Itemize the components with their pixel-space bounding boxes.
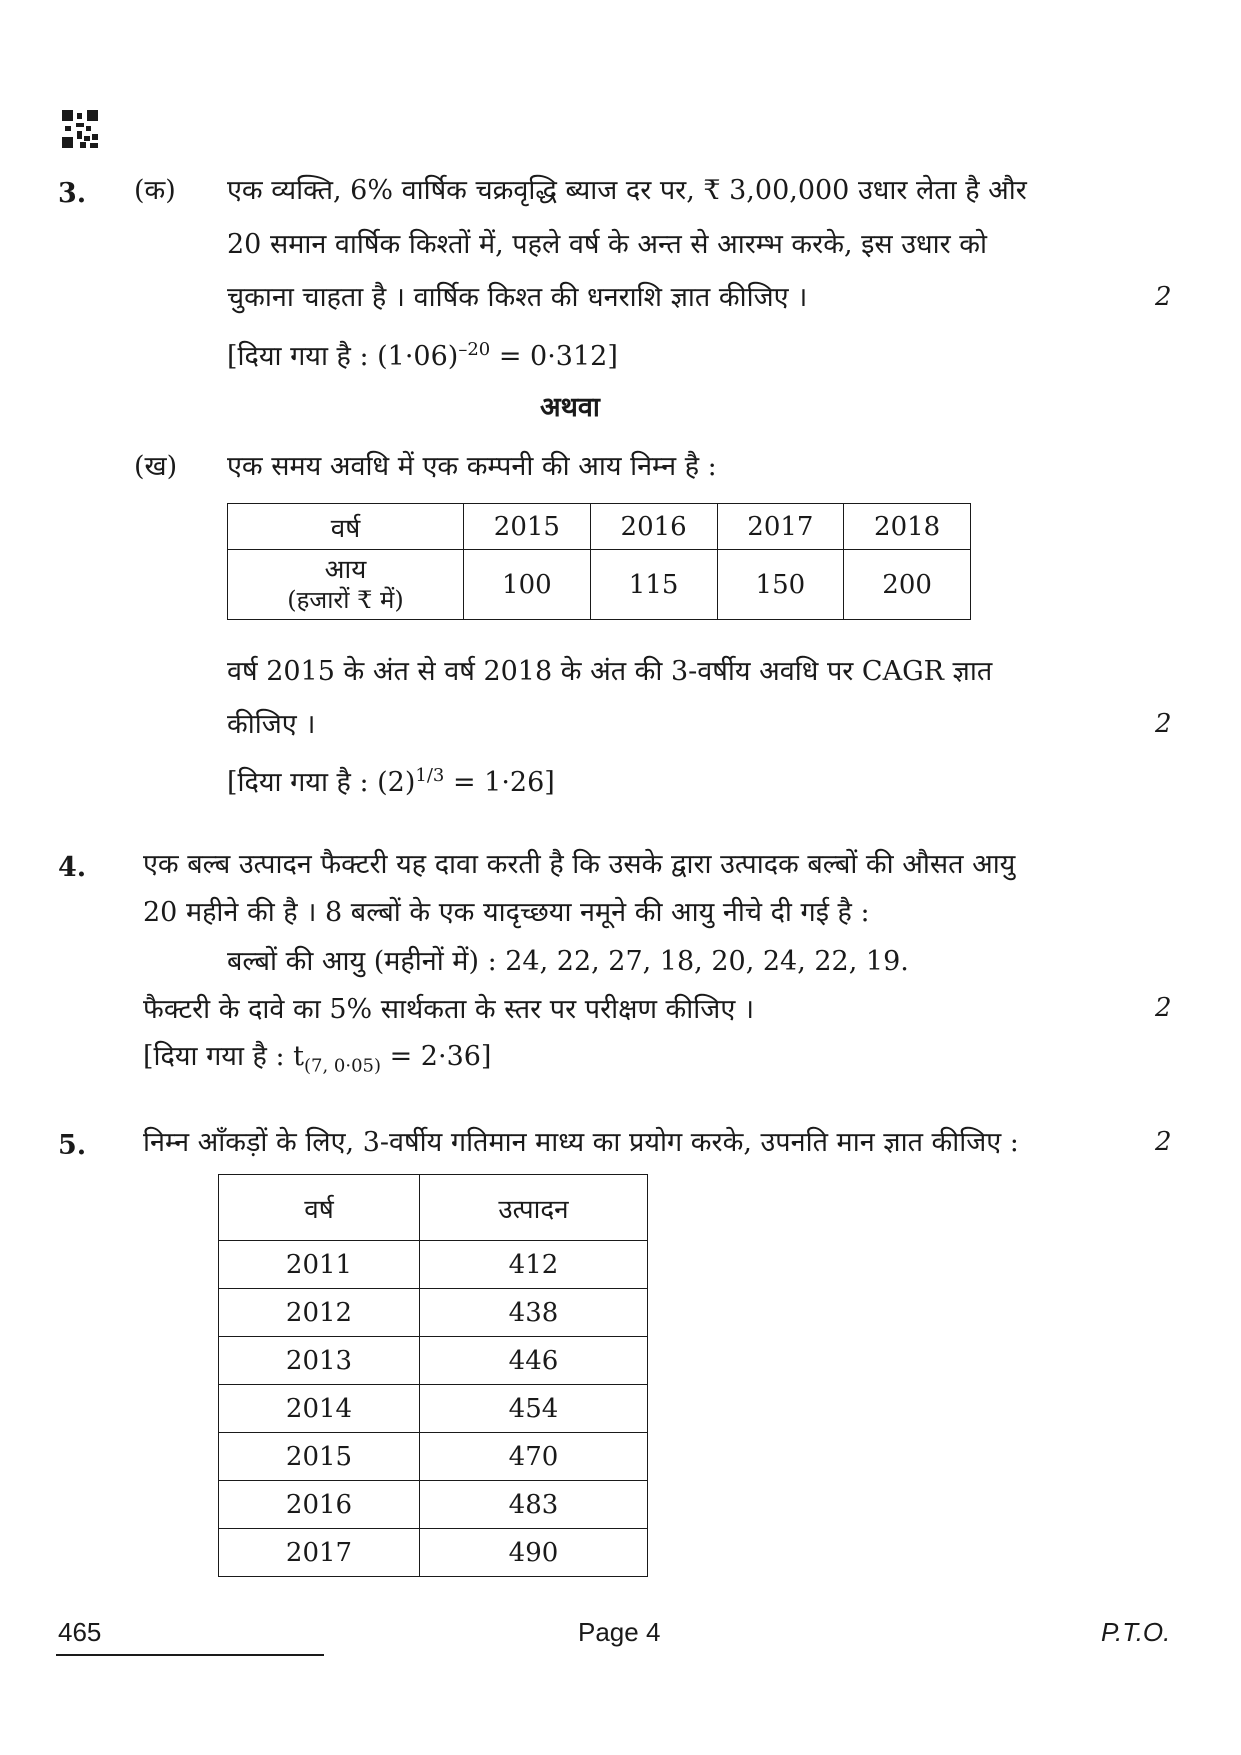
qr-code-icon (62, 110, 98, 148)
q5-text: निम्न आँकड़ों के लिए, 3-वर्षीय गतिमान माध्य का प्रयोग करके, उपनति मान ज्ञात कीजिए : (143, 1127, 1019, 1158)
part-a-label: (क) (134, 175, 176, 206)
q4-given: [दिया गया है : $t_{(7, 0\cdot 05)} = 2\cdot 36$] (143, 1041, 492, 1077)
production-year: 2015 (219, 1433, 420, 1481)
question-number-3: 3. (58, 178, 87, 209)
income-table (227, 503, 971, 620)
q5-marks: 2 (1155, 1127, 1172, 1157)
q3a-line-1: एक व्यक्ति, 6% वार्षिक चक्रवृद्धि ब्याज दर पर, ₹ 3,00,000 उधार लेता है और (227, 175, 1027, 206)
production-year: 2013 (219, 1337, 420, 1385)
q4-data-line: बल्बों की आयु (महीनों में) : 24, 22, 27, 18, 20, 24, 22, 19. (227, 946, 909, 977)
q3a-marks: 2 (1155, 282, 1172, 312)
q3b-line-2: कीजिए । (227, 709, 316, 740)
table-row (219, 1529, 648, 1577)
part-b-label: (ख) (134, 451, 178, 482)
or-label: अथवा (540, 392, 600, 423)
income-table-value: 150 (717, 550, 844, 620)
q3b-line-1: वर्ष 2015 के अंत से वर्ष 2018 के अंत की 3-वर्षीय अवधि पर CAGR ज्ञात (227, 656, 993, 687)
table-row (219, 1337, 648, 1385)
q3a-given: [दिया गया है : $(1\cdot 06)^{-20} = 0\cdot 312$] (227, 339, 618, 372)
income-table-header-label: वर्ष (228, 504, 464, 550)
table-row (219, 1289, 648, 1337)
q3b-intro: एक समय अवधि में एक कम्पनी की आय निम्न है : (227, 451, 717, 482)
income-table-year: 2018 (844, 504, 971, 550)
production-year: 2014 (219, 1385, 420, 1433)
q3a-line-3: चुकाना चाहता है । वार्षिक किश्त की धनराशि ज्ञात कीजिए । (227, 282, 808, 313)
income-table-value: 200 (844, 550, 971, 620)
production-value: 446 (420, 1337, 648, 1385)
footer-rule (56, 1654, 324, 1656)
production-year: 2016 (219, 1481, 420, 1529)
pto-label: P.T.O. (1101, 1617, 1171, 1647)
production-year: 2011 (219, 1241, 420, 1289)
table-row (219, 1385, 648, 1433)
production-value: 490 (420, 1529, 648, 1577)
production-value: 483 (420, 1481, 648, 1529)
q4-line-2: 20 महीने की है । 8 बल्बों के एक यादृच्छया नमूने की आयु नीचे दी गई है : (143, 897, 870, 928)
q3a-line-2: 20 समान वार्षिक किश्तों में, पहले वर्ष के अन्त से आरम्भ करके, इस उधार को (227, 229, 987, 260)
production-value: 454 (420, 1385, 648, 1433)
income-table-year: 2015 (464, 504, 591, 550)
income-table-row-label: आय (हजारों ₹ में) (228, 550, 464, 620)
table-row (219, 1241, 648, 1289)
page-number: Page 4 (578, 1617, 661, 1647)
production-value: 412 (420, 1241, 648, 1289)
income-table-value: 100 (464, 550, 591, 620)
income-table-year: 2016 (590, 504, 717, 550)
production-value: 470 (420, 1433, 648, 1481)
income-table-value: 115 (590, 550, 717, 620)
production-table-header-year: वर्ष (219, 1175, 420, 1241)
table-row (219, 1433, 648, 1481)
question-number-5: 5. (58, 1130, 87, 1161)
production-table (218, 1174, 648, 1577)
q3b-marks: 2 (1155, 709, 1172, 739)
production-value: 438 (420, 1289, 648, 1337)
table-row (219, 1481, 648, 1529)
production-year: 2017 (219, 1529, 420, 1577)
production-year: 2012 (219, 1289, 420, 1337)
question-number-4: 4. (58, 852, 87, 883)
production-table-header-output: उत्पादन (420, 1175, 648, 1241)
q4-marks: 2 (1155, 993, 1172, 1023)
q4-line-1: एक बल्ब उत्पादन फैक्टरी यह दावा करती है कि उसके द्वारा उत्पादक बल्बों की औसत आयु (143, 849, 1016, 880)
income-table-year: 2017 (717, 504, 844, 550)
q4-test-line: फैक्टरी के दावे का 5% सार्थकता के स्तर पर परीक्षण कीजिए । (143, 994, 755, 1025)
q3b-given: [दिया गया है : $(2)^{1/3} = 1\cdot 26$] (227, 765, 555, 798)
paper-code: 465 (58, 1617, 102, 1647)
